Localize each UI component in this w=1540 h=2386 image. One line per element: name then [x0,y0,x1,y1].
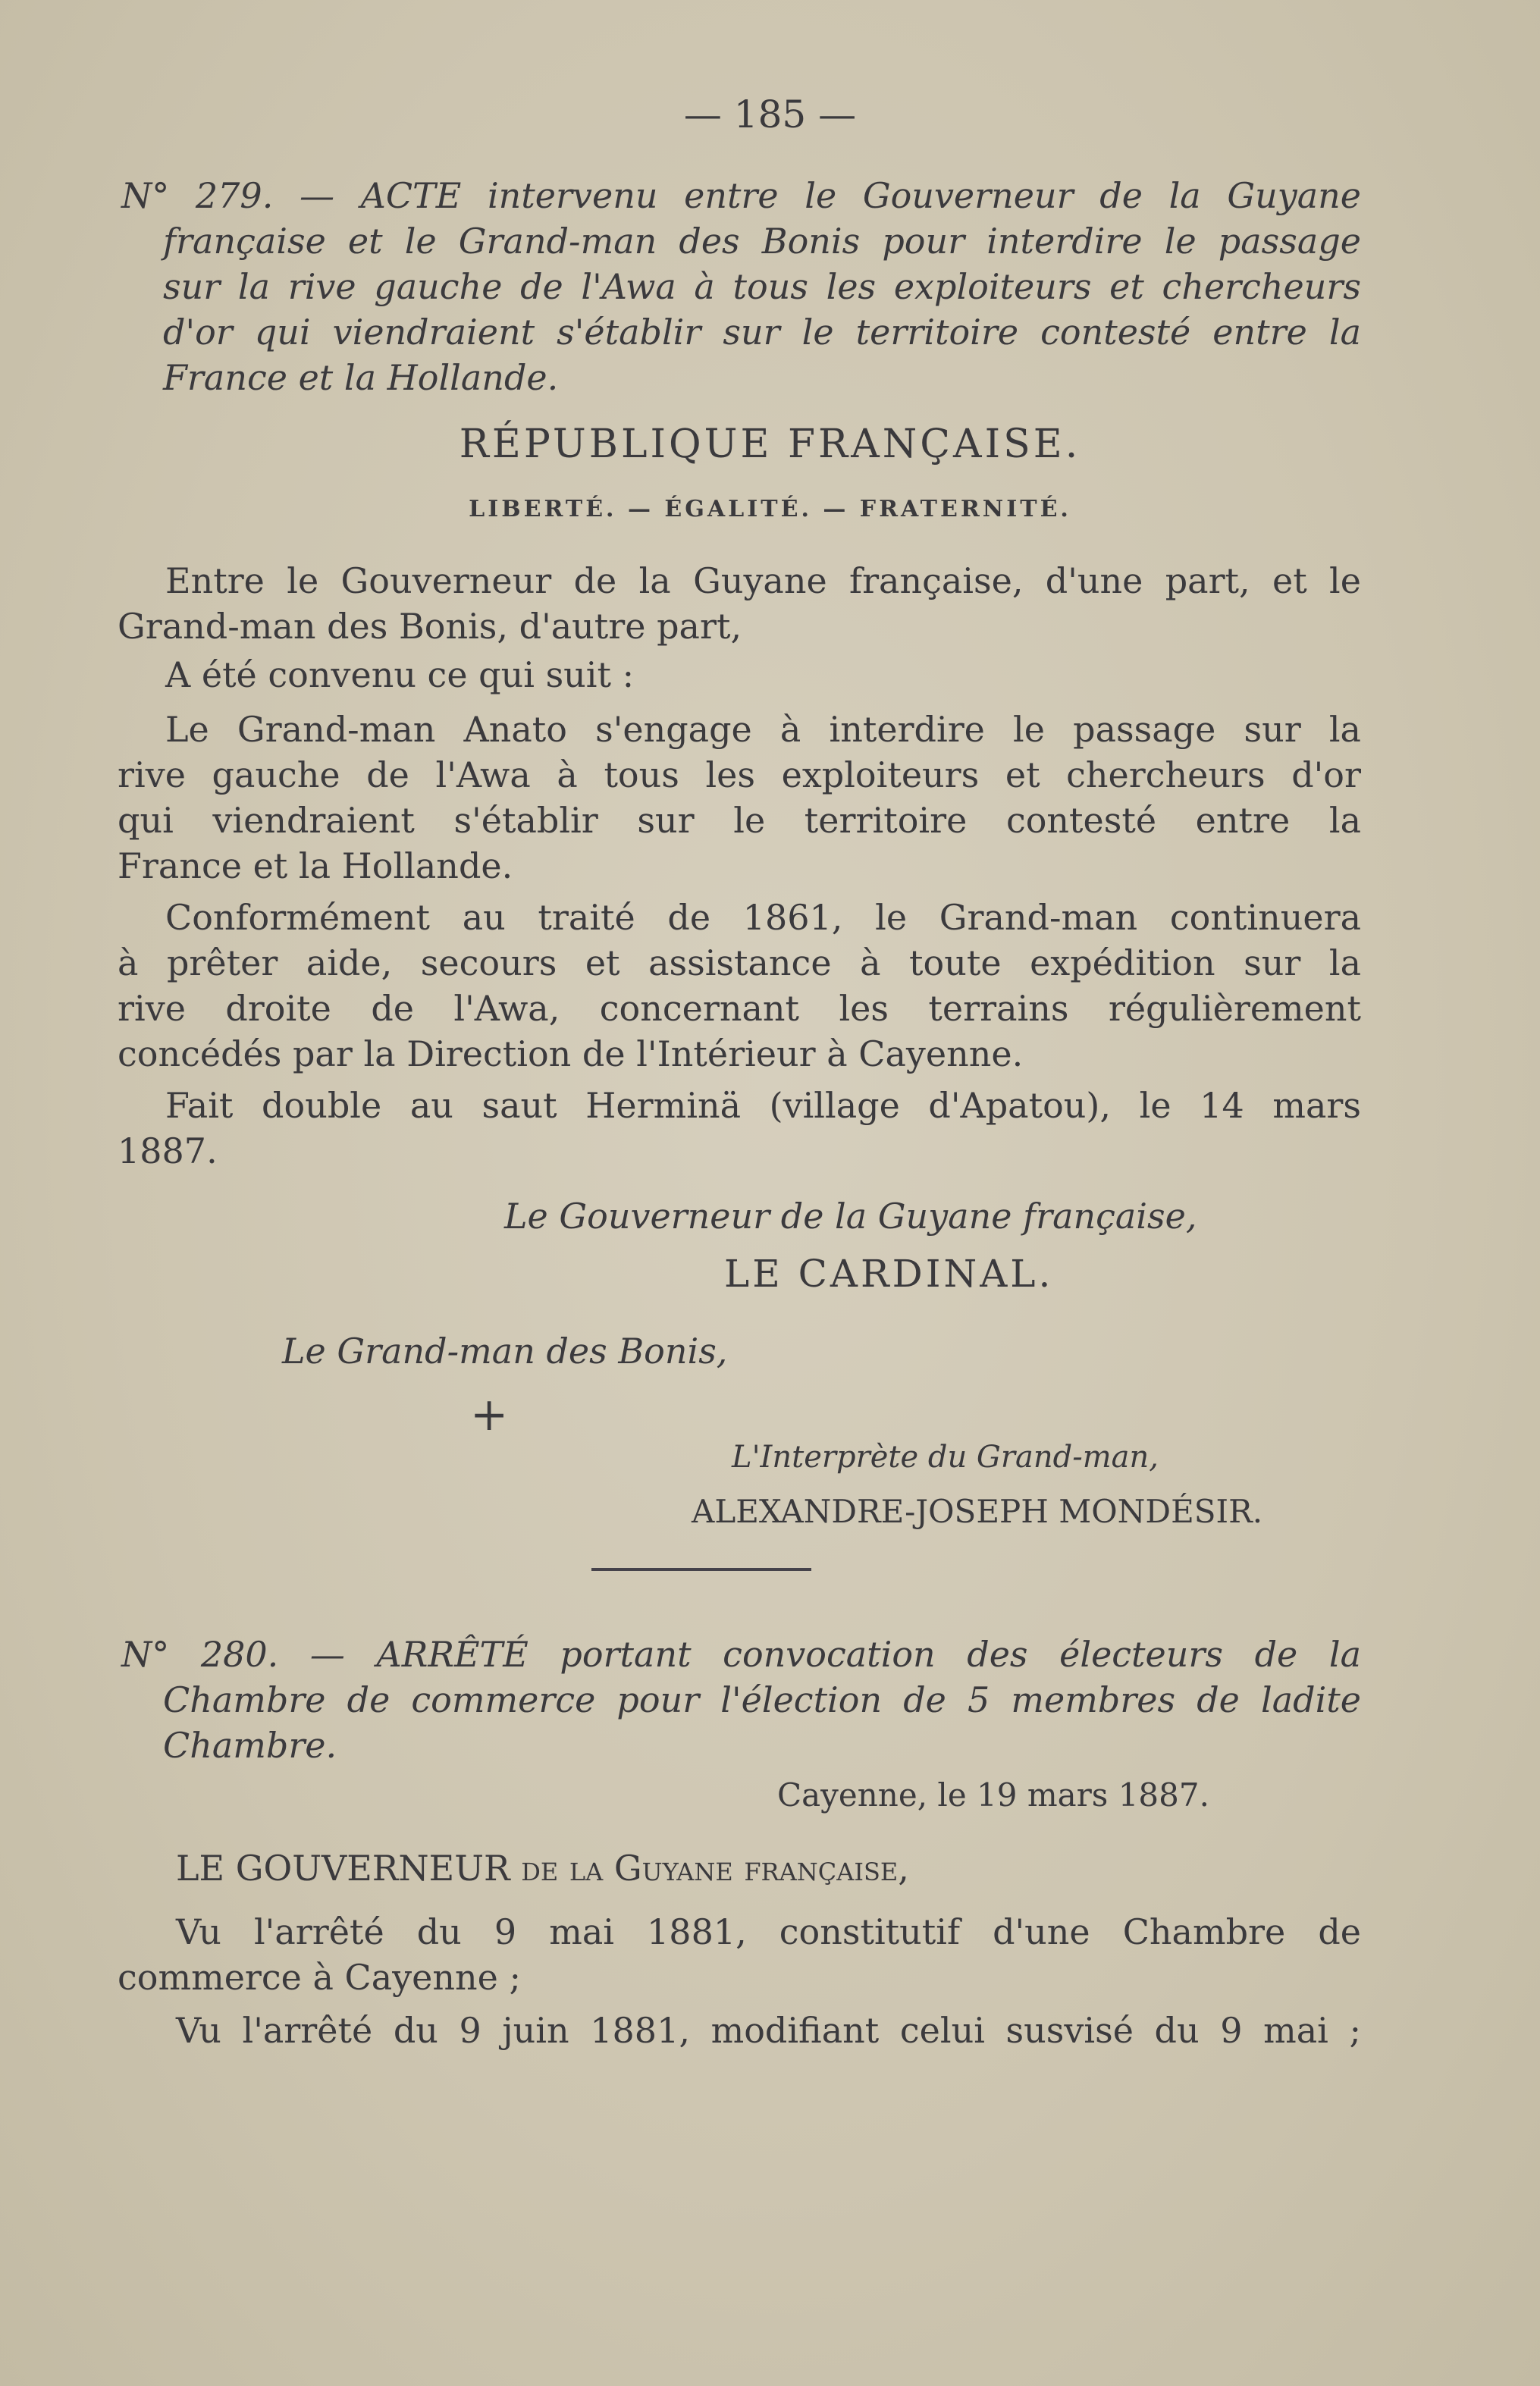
act-280-title-line-1: N° 280. — ARRÊTÉ portant convocation des électeurs de la [121,1634,1361,1675]
act-279-title-line-5: France et la Hollande. [163,357,559,398]
paragraph-3-line-4: France et la Hollande. [118,845,513,886]
act-280-title-line-3: Chambre. [163,1725,337,1766]
paragraph-4-line-4: concédés par la Direction de l'Intérieur à Cayenne. [118,1033,1024,1074]
consideration-1-line-2: commerce à Cayenne ; [118,1957,521,1998]
paragraph-4-line-2: à prêter aide, secours et assistance à toute expédition sur la [118,942,1361,983]
grandman-cross-mark: + [470,1388,509,1441]
page-number: — 185 — [683,92,857,136]
act-279-title-line-1: N° 279. — ACTE intervenu entre le Gouverneur de la Guyane [121,175,1361,216]
paragraph-2-line-1: A été convenu ce qui suit : [165,654,635,695]
governor-signature-title: Le Gouverneur de la Guyane française, [504,1196,1197,1237]
interpreter-title: L'Interprète du Grand-man, [732,1440,1159,1475]
act-279-title-line-2: française et le Grand-man des Bonis pour interdire le passage [163,221,1361,262]
paragraph-1-line-1: Entre le Gouverneur de la Guyane française, d'une part, et le [165,560,1361,601]
act-279-title-line-4: d'or qui viendraient s'établir sur le territoire contesté entre la [163,312,1361,353]
act-279-title-line-3: sur la rive gauche de l'Awa à tous les exploiteurs et chercheurs [163,266,1361,307]
paragraph-1-line-2: Grand-man des Bonis, d'autre part, [118,606,742,647]
paragraph-3-line-2: rive gauche de l'Awa à tous les exploiteurs et chercheurs d'or [118,754,1361,795]
paragraph-5-line-1: Fait double au saut Herminä (village d'Apatou), le 14 mars [165,1085,1361,1126]
paragraph-3-line-3: qui viendraient s'établir sur le territoire contesté entre la [118,800,1361,841]
interpreter-name: ALEXANDRE-JOSEPH MONDÉSIR. [692,1493,1263,1530]
governor-opening: LE GOUVERNEUR de la Guyane française, [176,1848,909,1889]
consideration-2-line-1: Vu l'arrêté du 9 juin 1881, modifiant celui susvisé du 9 mai ; [176,2010,1361,2051]
consideration-1-line-1: Vu l'arrêté du 9 mai 1881, constitutif d'une Chambre de [176,1911,1361,1952]
paragraph-4-line-3: rive droite de l'Awa, concernant les terrains régulièrement [118,988,1361,1029]
grandman-signature-title: Le Grand-man des Bonis, [282,1331,728,1372]
paragraph-3-line-1: Le Grand-man Anato s'engage à interdire le passage sur la [165,709,1361,750]
governor-signature-name: LE CARDINAL. [724,1252,1054,1296]
paragraph-4-line-1: Conformément au traité de 1861, le Grand-man continuera [165,897,1361,938]
section-divider [591,1568,811,1571]
place-date: Cayenne, le 19 mars 1887. [777,1776,1209,1814]
act-280-title-line-2: Chambre de commerce pour l'élection de 5 membres de ladite [163,1679,1361,1720]
republic-heading: RÉPUBLIQUE FRANÇAISE. [459,422,1081,467]
republic-motto: LIBERTÉ. — ÉGALITÉ. — FRATERNITÉ. [469,496,1071,522]
paragraph-5-line-2: 1887. [118,1130,218,1171]
